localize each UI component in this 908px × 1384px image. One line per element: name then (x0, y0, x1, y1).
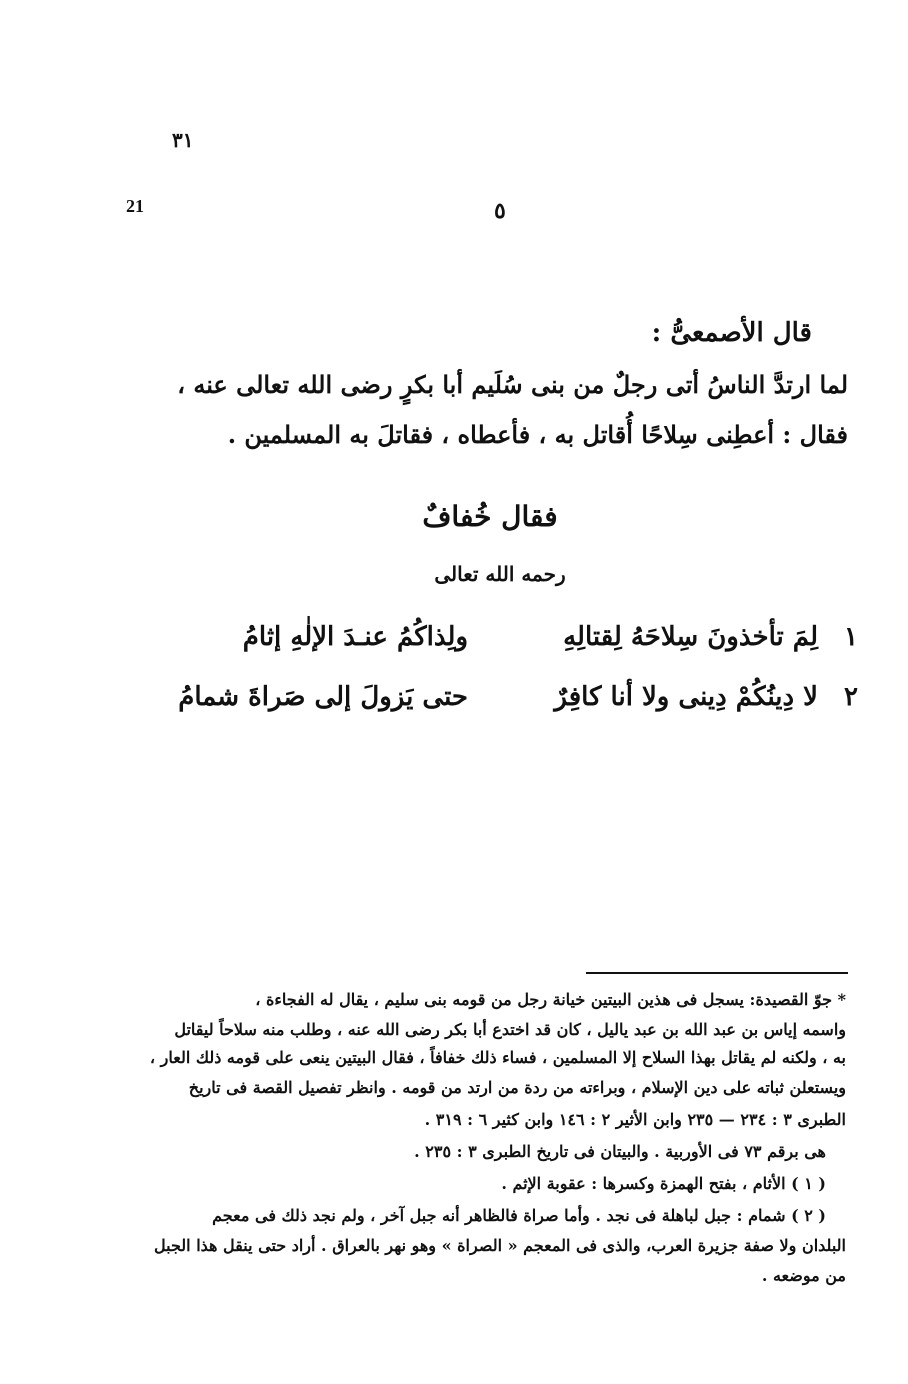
footnote-line: ( ٢ ) شمام : جبل لباهلة فى نجد . وأما صراة فالظاهر أنه جبل آخر ، ولم نجد ذلك فى معجم (212, 1206, 826, 1225)
footnote-line: هى برقم ٧٣ فى الأوربية . والبيتان فى تاريخ الطبرى ٣ : ٢٣٥ . (414, 1142, 826, 1161)
footnote-divider (586, 972, 848, 974)
footnote-line: واسمه إياس بن عبد الله بن عبد ياليل ، كان قد اختدع أبا بكر رضى الله عنه ، وطلب منه سلاحاً ليقاتل (174, 1020, 846, 1039)
footnote-line: ويستعلن ثباته على دين الإسلام ، وبراءته من ردة من ارتد من قومه . وانظر تفصيل القصة فى تاريخ (188, 1078, 846, 1097)
intro-line-1: لما ارتدَّ الناسُ أتى رجلٌ من بنى سُلَيم أبا بكرٍ رضى الله تعالى عنه ، (177, 370, 848, 399)
footnote-line: الطبرى ٣ : ٢٣٤ — ٢٣٥ وابن الأثير ٢ : ١٤٦ وابن كثير ٦ : ٣١٩ . (424, 1110, 846, 1129)
footnote-line: البلدان ولا صفة جزيرة العرب، والذى فى المعجم « الصراة » وهو نهر بالعراق . أراد حتى ينقل هذا الجبل (154, 1236, 846, 1255)
page-number-latin: 21 (126, 196, 144, 216)
verse-number: ١ (844, 622, 858, 652)
section-number: ٥ (494, 198, 506, 224)
verse-2 (158, 682, 858, 728)
verse-number: ٢ (844, 682, 858, 712)
verse-hemistich-second: ولِذاكُمُ عنـدَ الإلٰهِ إثامُ (242, 622, 468, 652)
footnote-line: من موضعه . (761, 1266, 846, 1285)
intro-line-2: فقال : أعطِنى سِلاحًا أُقاتل به ، فأعطاه ، فقاتلَ به المسلمين . (227, 420, 848, 449)
verse-1 (158, 622, 858, 668)
verse-hemistich-first: لِمَ تأخذونَ سِلاحَهُ لِقتالِهِ (563, 622, 818, 652)
footnote-line: به ، ولكنه لم يقاتل بهذا السلاح إلا المسلمين ، فساء ذلك خفافاً ، فقال البيتين ينعى على قومه ذلك العار ، (149, 1048, 846, 1067)
verse-hemistich-first: لا دِينُكُمْ دِينى ولا أنا كافِرٌ (554, 682, 818, 712)
intro-heading: قال الأصمعىُّ : (651, 318, 812, 348)
poem-title: فقال خُفافٌ (422, 500, 558, 533)
footnote-line: * جوّ القصيدة: يسجل فى هذين البيتين خيانة رجل من قومه بنى سليم ، يقال له الفجاءة ، (255, 990, 846, 1009)
footnote-line: ( ١ ) الأثام ، بفتح الهمزة وكسرها : عقوبة الإثم . (501, 1174, 826, 1193)
page-number-arabic: ٣١ (172, 128, 194, 152)
verse-hemistich-second: حتى يَزولَ إلى صَراةَ شمامُ (178, 682, 468, 712)
poem-subtitle: رحمه الله تعالى (434, 562, 566, 586)
